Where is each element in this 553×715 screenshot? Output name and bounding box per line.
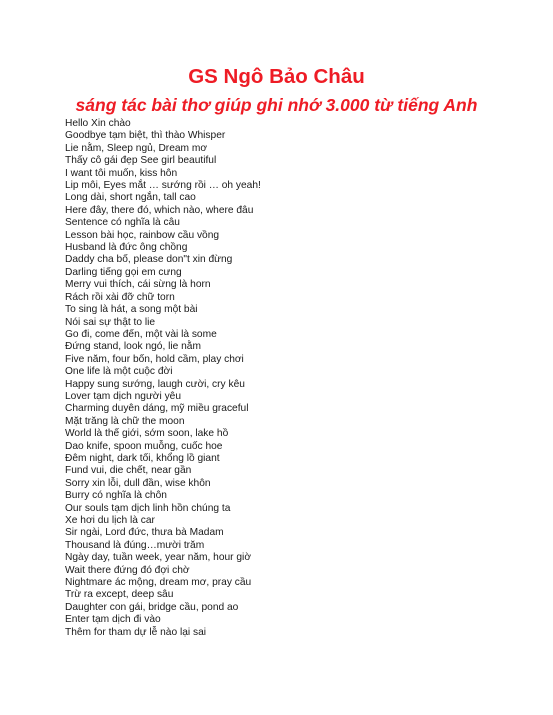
poem-line: Sorry xin lỗi, dull đần, wise khôn [65,477,211,489]
poem-line: Happy sung sướng, laugh cười, cry kêu [65,378,245,390]
poem-line: Fund vui, die chết, near gần [65,465,192,477]
poem-line: Sentence có nghĩa là câu [65,217,180,229]
poem-line: Lip môi, Eyes mắt … sướng rồi … oh yeah! [65,180,261,192]
poem-line: Hello Xin chào [65,118,131,129]
poem-line: Go đi, come đến, một vài là some [65,328,217,340]
poem-line: Dao knife, spoon muỗng, cuốc hoe [65,440,223,452]
poem-line: Wait there đứng đó đợi chờ [65,564,190,576]
poem-line: I want tôi muốn, kiss hôn [65,167,178,179]
poem-line: Lesson bài học, rainbow cầu vồng [65,229,220,241]
poem-line: One life là một cuộc đời [65,366,173,378]
poem-line: Rách rồi xài đỡ chữ torn [65,291,175,303]
poem-line: Husband là đức ông chồng [65,242,188,254]
poem-line: Darling tiếng gọi em cưng [65,266,182,278]
poem-line: Charming duyên dáng, mỹ miều graceful [65,403,249,415]
poem-line: Mặt trăng là chữ the moon [65,415,185,427]
poem-line: Lover tạm dịch người yêu [65,390,181,402]
poem-body [65,118,535,639]
poem-line: Thêm for tham dự lễ nào lại sai [65,626,207,638]
poem-line: Sir ngài, Lord đức, thưa bà Madam [65,527,224,539]
poem-line: Enter tạm dịch đi vào [65,614,161,626]
poem-line: Goodbye tạm biệt, thì thào Whisper [65,130,226,142]
document-title: GS Ngô Bảo Châu [188,65,365,88]
poem-line: Xe hơi du lịch là car [65,515,155,526]
poem-line: World là thế giới, sớm soon, lake hồ [65,428,229,440]
poem-line: Long dài, short ngắn, tall cao [65,192,196,204]
poem-line: Merry vui thích, cái sừng là horn [65,279,211,291]
poem-line: Five năm, four bốn, hold cầm, play chơi [65,353,244,365]
poem-line: Trừ ra except, deep sâu [65,589,174,601]
poem-line: Thấy cô gái đẹp See girl beautiful [65,155,217,167]
poem-line: Đêm night, dark tối, khổng lồ giant [65,452,220,464]
poem-line: Daddy cha bố, please don"t xin đừng [65,254,233,266]
poem-line: Nói sai sự thật to lie [65,316,156,328]
poem-line: Lie nằm, Sleep ngủ, Dream mơ [65,142,208,154]
poem-line: Our souls tạm dịch linh hồn chúng ta [65,502,231,514]
poem-line: Ngày day, tuần week, year năm, hour giờ [65,552,252,564]
poem-line: Here đây, there đó, which nào, where đâu [65,204,254,216]
poem-line: Nightmare ác mộng, dream mơ, pray cầu [65,577,252,589]
document-subtitle: sáng tác bài thơ giúp ghi nhớ 3.000 từ tiếng Anh [75,95,478,115]
poem-line: To sing là hát, a song một bài [65,304,198,316]
poem-line: Burry có nghĩa là chôn [65,490,167,502]
poem-line: Đứng stand, look ngó, lie nằm [65,341,201,353]
poem-line: Thousand là đúng…mười trăm [65,539,205,551]
poem-line: Daughter con gái, bridge cầu, pond ao [65,601,239,613]
